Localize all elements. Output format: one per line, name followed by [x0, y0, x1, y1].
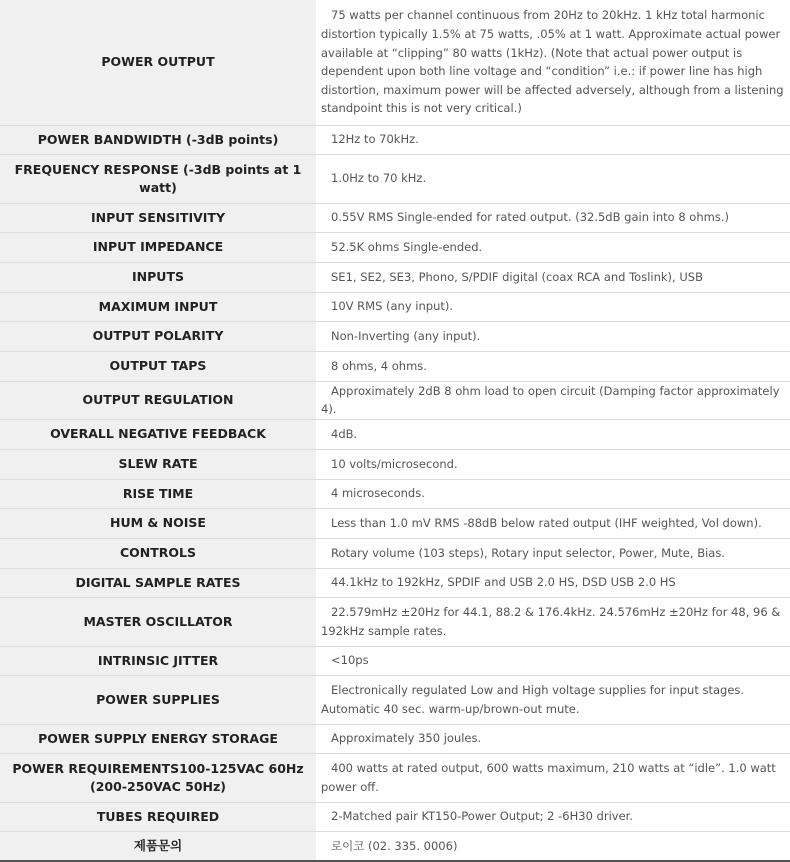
spec-label: OVERALL NEGATIVE FEEDBACK	[0, 419, 316, 449]
spec-label: SLEW RATE	[0, 449, 316, 479]
spec-value: 400 watts at rated output, 600 watts maximum, 210 watts at “idle”. 1.0 watt power off.	[316, 753, 790, 802]
spec-row-controls	[0, 538, 790, 568]
spec-row-overall-negative-feedback	[0, 419, 790, 449]
spec-row-output-taps	[0, 351, 790, 381]
spec-label: MAXIMUM INPUT	[0, 292, 316, 321]
spec-row-maximum-input	[0, 292, 790, 321]
spec-label: POWER BANDWIDTH (-3dB points)	[0, 125, 316, 154]
spec-value: 10 volts/microsecond.	[316, 449, 790, 479]
spec-row-input-impedance	[0, 232, 790, 262]
spec-value: 로이코 (02. 335. 0006)	[316, 831, 790, 861]
spec-value: 12Hz to 70kHz.	[316, 125, 790, 154]
spec-row-output-polarity	[0, 321, 790, 351]
spec-value: 4dB.	[316, 419, 790, 449]
spec-value: Approximately 2dB 8 ohm load to open circuit (Damping factor approximately 4).	[316, 381, 790, 419]
spec-row-product-inquiry	[0, 831, 790, 861]
spec-row-master-oscillator	[0, 597, 790, 646]
spec-label: RISE TIME	[0, 479, 316, 508]
spec-label: HUM & NOISE	[0, 508, 316, 538]
spec-row-power-output	[0, 0, 790, 125]
spec-value: 4 microseconds.	[316, 479, 790, 508]
spec-value: 1.0Hz to 70 kHz.	[316, 154, 790, 203]
spec-row-power-requirements	[0, 753, 790, 802]
spec-value: 44.1kHz to 192kHz, SPDIF and USB 2.0 HS, DSD USB 2.0 HS	[316, 568, 790, 597]
spec-label: POWER SUPPLY ENERGY STORAGE	[0, 724, 316, 753]
spec-row-inputs	[0, 262, 790, 292]
spec-value: 0.55V RMS Single-ended for rated output. (32.5dB gain into 8 ohms.)	[316, 203, 790, 232]
spec-row-digital-sample-rates	[0, 568, 790, 597]
spec-value: 22.579mHz ±20Hz for 44.1, 88.2 & 176.4kHz. 24.576mHz ±20Hz for 48, 96 & 192kHz sample rates.	[316, 597, 790, 646]
spec-row-rise-time	[0, 479, 790, 508]
spec-row-hum-noise	[0, 508, 790, 538]
spec-value: <10ps	[316, 646, 790, 675]
spec-row-output-regulation	[0, 381, 790, 419]
spec-label: INPUT SENSITIVITY	[0, 203, 316, 232]
spec-row-frequency-response	[0, 154, 790, 203]
spec-value: Rotary volume (103 steps), Rotary input selector, Power, Mute, Bias.	[316, 538, 790, 568]
spec-value: 8 ohms, 4 ohms.	[316, 351, 790, 381]
spec-value: SE1, SE2, SE3, Phono, S/PDIF digital (coax RCA and Toslink), USB	[316, 262, 790, 292]
spec-row-input-sensitivity	[0, 203, 790, 232]
spec-value: 10V RMS (any input).	[316, 292, 790, 321]
spec-label: OUTPUT POLARITY	[0, 321, 316, 351]
spec-value: 75 watts per channel continuous from 20Hz to 20kHz. 1 kHz total harmonic distortion typically 1.5% at 75 watts, .05% at 1 watt. Approximate actual power available at “clipping” 80 watts (1kHz). (Note that actual power output is dependent upon both line voltage and “condition” i.e.: if power line has high distortion, maximum power will be affected adversely, although from a listening standpoint this is not very critical.)	[316, 0, 790, 125]
spec-value: Less than 1.0 mV RMS -88dB below rated output (IHF weighted, Vol down).	[316, 508, 790, 538]
spec-label: POWER OUTPUT	[0, 0, 316, 125]
spec-row-slew-rate	[0, 449, 790, 479]
spec-row-power-bandwidth	[0, 125, 790, 154]
spec-label: OUTPUT REGULATION	[0, 381, 316, 419]
spec-label: 제품문의	[0, 831, 316, 861]
spec-row-intrinsic-jitter	[0, 646, 790, 675]
spec-label: OUTPUT TAPS	[0, 351, 316, 381]
spec-label: INPUTS	[0, 262, 316, 292]
spec-label: POWER SUPPLIES	[0, 675, 316, 724]
spec-label: DIGITAL SAMPLE RATES	[0, 568, 316, 597]
spec-label: INPUT IMPEDANCE	[0, 232, 316, 262]
spec-label: INTRINSIC JITTER	[0, 646, 316, 675]
spec-label: TUBES REQUIRED	[0, 802, 316, 831]
spec-value: Non-Inverting (any input).	[316, 321, 790, 351]
spec-value: 2-Matched pair KT150-Power Output; 2 -6H30 driver.	[316, 802, 790, 831]
spec-value: 52.5K ohms Single-ended.	[316, 232, 790, 262]
spec-label: MASTER OSCILLATOR	[0, 597, 316, 646]
spec-label: CONTROLS	[0, 538, 316, 568]
spec-row-tubes-required	[0, 802, 790, 831]
spec-label: FREQUENCY RESPONSE (-3dB points at 1 watt)	[0, 154, 316, 203]
spec-value: Approximately 350 joules.	[316, 724, 790, 753]
spec-value: Electronically regulated Low and High voltage supplies for input stages. Automatic 40 sec. warm-up/brown-out mute.	[316, 675, 790, 724]
spec-row-power-supply-energy-storage	[0, 724, 790, 753]
spec-row-power-supplies	[0, 675, 790, 724]
spec-label: POWER REQUIREMENTS100-125VAC 60Hz (200-250VAC 50Hz)	[0, 753, 316, 802]
